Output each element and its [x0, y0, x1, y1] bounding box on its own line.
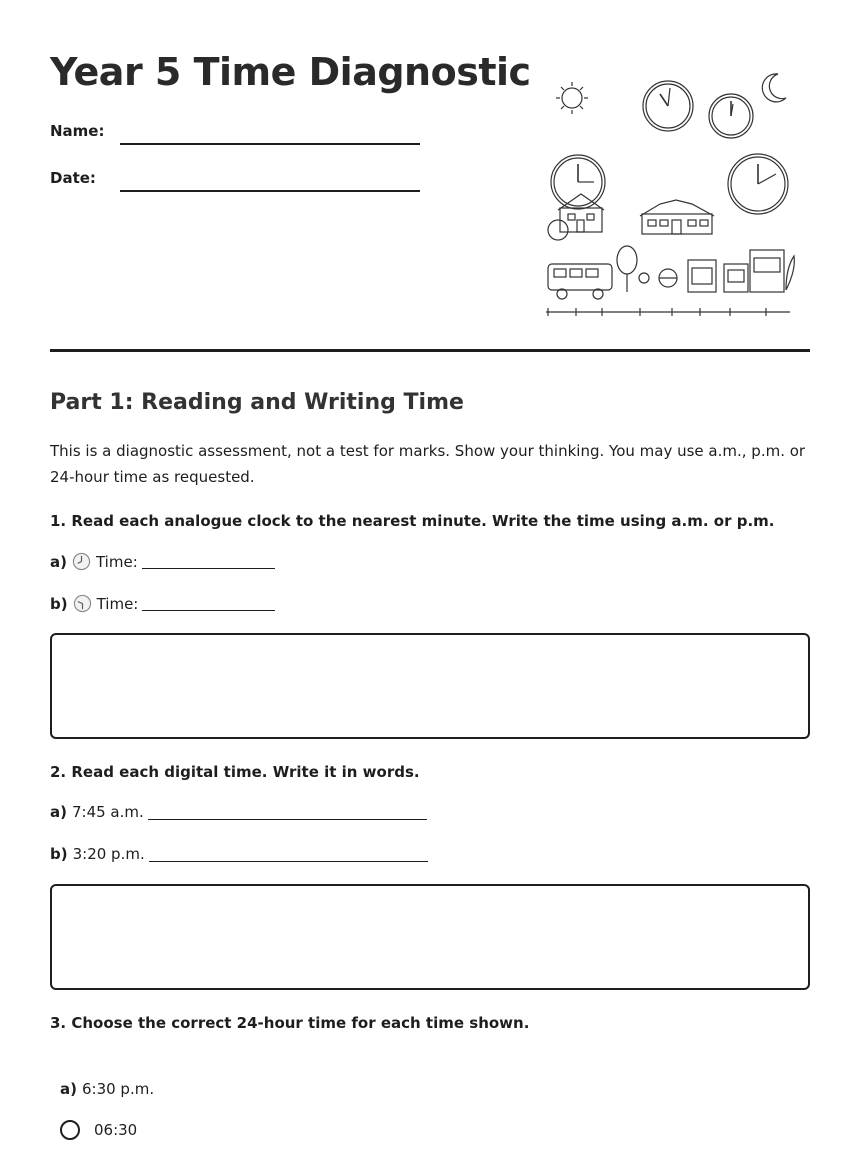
item-label: 7:45 a.m. [71, 803, 144, 821]
option-label: 06:30 [94, 1121, 138, 1139]
question-1b [50, 594, 275, 613]
timeline-icon [546, 308, 790, 316]
page-title: Year 5 Time Diagnostic [50, 50, 531, 94]
part-title: Part 1: Reading and Writing Time [50, 390, 464, 415]
clock-icon [72, 552, 91, 571]
question-2b [50, 845, 428, 863]
clock-icon [643, 81, 693, 131]
item-label: Time: [95, 552, 138, 571]
moon-icon [762, 74, 786, 102]
answer-line[interactable] [148, 805, 427, 820]
question-2-prompt: 2. Read each digital time. Write it in words. [50, 763, 420, 781]
item-letter: a) [50, 552, 67, 571]
sun-icon [556, 82, 588, 114]
question-3a [60, 1080, 154, 1098]
working-box[interactable] [50, 633, 810, 739]
question-2a [50, 803, 427, 821]
option-row[interactable] [60, 1120, 137, 1140]
question-1a [50, 552, 275, 571]
answer-line[interactable] [142, 554, 275, 569]
item-letter: b) [50, 594, 68, 613]
working-box[interactable] [50, 884, 810, 990]
item-label: Time: [96, 594, 139, 613]
question-1-prompt: 1. Read each analogue clock to the nearest minute. Write the time using a.m. or p.m. [50, 512, 775, 530]
name-label: Name: [50, 122, 105, 140]
house-icon [558, 194, 604, 232]
date-field[interactable] [120, 190, 420, 192]
clock-icon [728, 154, 788, 214]
clock-icon [551, 155, 605, 209]
section-divider [50, 349, 810, 352]
name-field[interactable] [120, 143, 420, 145]
date-label: Date: [50, 169, 96, 187]
item-letter: a) [50, 803, 67, 821]
item-letter: b) [50, 845, 68, 863]
radio-button[interactable] [60, 1120, 80, 1140]
item-label: 6:30 p.m. [81, 1080, 155, 1098]
answer-line[interactable] [142, 596, 275, 611]
intro-text: This is a diagnostic assessment, not a test for marks. Show your thinking. You may use a.m., p.m. or 24-hour time as requested. [50, 442, 806, 486]
item-label: 3:20 p.m. [72, 845, 145, 863]
time-of-day-illustration [540, 68, 800, 320]
answer-line[interactable] [149, 847, 428, 862]
question-3-prompt: 3. Choose the correct 24-hour time for each time shown. [50, 1014, 530, 1032]
bus-icon [548, 264, 612, 299]
item-letter: a) [60, 1080, 77, 1098]
clock-icon [73, 594, 92, 613]
clock-icon [709, 94, 753, 138]
school-icon [640, 200, 714, 234]
